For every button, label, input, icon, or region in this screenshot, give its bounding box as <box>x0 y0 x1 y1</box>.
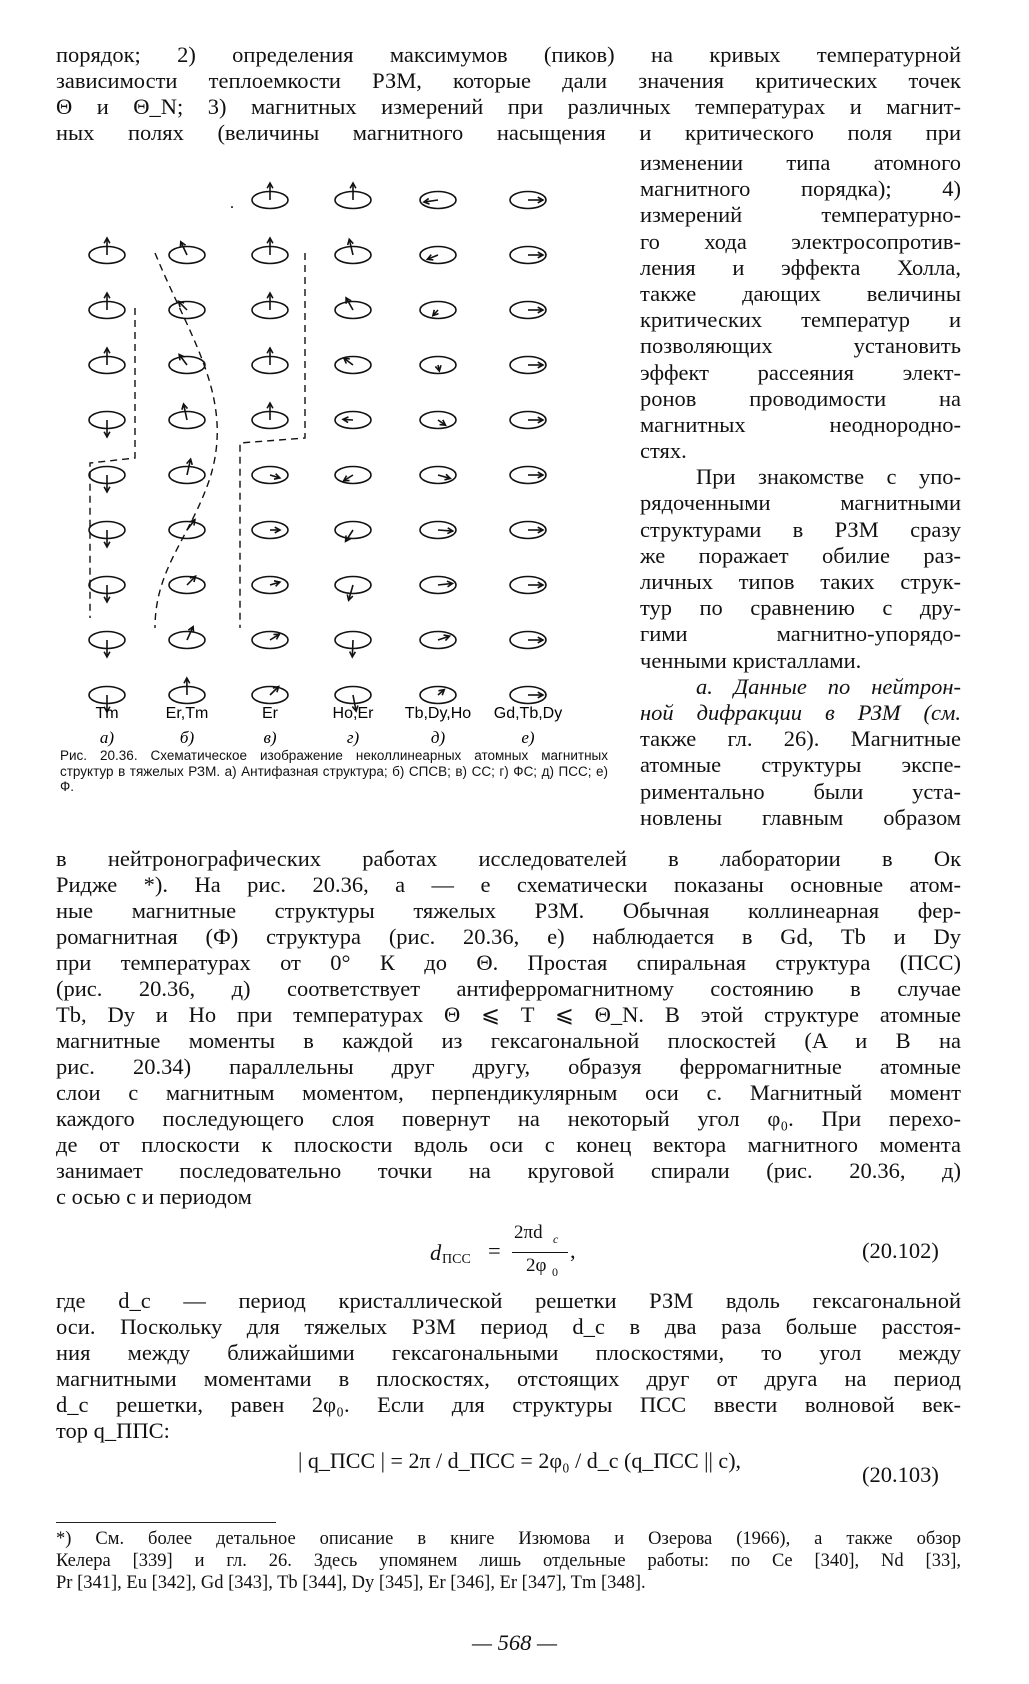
text-line: зависимости теплоемкости РЗМ, которые дали значения критических точек <box>56 68 961 93</box>
text-line: Tb, Dy и Ho при температурах Θ ⩽ T ⩽ Θ_N. В этой структуре атомные <box>56 1002 961 1027</box>
text-line: измерений температурно- <box>640 202 961 228</box>
eq-den: 2φ <box>526 1255 547 1276</box>
eq-num: 2πd <box>514 1222 543 1243</box>
footnote-line: Pr [341], Eu [342], Gd [343], Tb [344], Dy [345], Er [346], Er [347], Tm [348]. <box>56 1573 646 1593</box>
text-line: эффект рассеяния элект- <box>640 359 961 385</box>
text-line: каждого последующего слоя повернут на некоторый угол φ₀. При перехо- <box>56 1106 961 1131</box>
text-line: ной дифракции в РЗМ (см. <box>640 699 961 725</box>
text-line: ных полях (величины магнитного насыщения и критического поля при <box>56 120 961 145</box>
text-line: позволяющих установить <box>640 333 961 359</box>
column-letter: г) <box>346 728 360 747</box>
column-letter: е) <box>521 728 535 747</box>
dashed-boundary <box>240 253 305 628</box>
text-line: Θ и Θ_N; 3) магнитных измерений при различных температурах и магнит- <box>56 94 961 119</box>
column-letter: в) <box>263 728 277 747</box>
text-line: ления и эффекта Холла, <box>640 254 961 280</box>
equation-20-102 <box>430 1222 630 1282</box>
text-line: структурами в РЗМ сразу <box>640 516 961 542</box>
text-line: также гл. 26). Магнитные <box>640 726 961 752</box>
text-line: слои с магнитным моментом, перпендикулярным оси c. Магнитный момент <box>56 1080 961 1105</box>
text-line: d_c решетки, равен 2φ₀. Если для структуры ПСС ввести волновой век- <box>56 1392 961 1417</box>
column-label: Gd,Tb,Dy <box>493 705 563 722</box>
text-line: рис. 20.34) параллельны друг другу, образуя ферромагнитные атомные <box>56 1054 961 1079</box>
column-label: Tb,Dy,Ho <box>404 705 472 722</box>
equation-20-103: | q_ПСС | = 2π / d_ПСС = 2φ₀ / d_c (q_ПСС || c), <box>298 1448 742 1473</box>
eq-comma: , <box>570 1238 576 1263</box>
text-line: При знакомстве с упо- <box>696 464 961 490</box>
text-line: ромагнитная (Ф) структура (рис. 20.36, е) наблюдается в Gd, Tb и Dy <box>56 924 961 949</box>
column-label: Er,Tm <box>165 705 209 722</box>
footnote-line: Келера [339] и гл. 26. Здесь упомянем лишь отдельные работы: по Ce [340], Nd [33], <box>56 1551 961 1571</box>
eq-fraction-bar <box>512 1252 568 1253</box>
text-line: гими магнитно-упорядо- <box>640 621 961 647</box>
text-line: ния между ближайшими гексагональными плоскостями, то угол между <box>56 1340 961 1365</box>
text-line: ченными кристаллами. <box>640 647 862 673</box>
text-line: оси. Поскольку для тяжелых РЗМ период d_c в два раза больше расстоя- <box>56 1314 961 1339</box>
footnote-rule <box>56 1522 276 1523</box>
equation-number: (20.103) <box>862 1462 939 1487</box>
footnote-line: *) См. более детальное описание в книге Изюмова и Озерова (1966), а также обзор <box>56 1529 961 1549</box>
dashed-boundary <box>90 308 135 618</box>
text-line: изменении типа атомного <box>640 150 961 175</box>
eq-num-sub: c <box>553 1232 559 1246</box>
eq-lhs-sub: ПСС <box>442 1252 471 1267</box>
figure-caption: Рис. 20.36. Схематическое изображение неколлинеарных атомных магнитных структур в тяжелых РЗМ. а) Антифазная структура; б) СПСВ; в) СС; г) ФС; д) ПСС; е) Ф. <box>60 748 608 794</box>
eq-equals: = <box>488 1238 501 1263</box>
text-line: риментально были уста- <box>640 778 961 804</box>
text-line: а. Данные по нейтрон- <box>696 673 961 699</box>
text-line: рядоченными магнитными <box>640 490 961 516</box>
text-line: тур по сравнению с дру- <box>640 595 961 621</box>
column-letter: а) <box>99 728 115 747</box>
text-line: стях. <box>640 438 687 464</box>
text-line: в нейтронографических работах исследователей в лаборатории в Ок <box>56 846 961 871</box>
text-line: ные магнитные структуры тяжелых РЗМ. Обычная коллинеарная фер- <box>56 898 961 923</box>
dot-mark: . <box>230 195 234 212</box>
text-line: магнитными моментами в плоскостях, отстоящих друг от друга на период <box>56 1366 961 1391</box>
text-line: где d_c — период кристаллической решетки РЗМ вдоль гексагональной <box>56 1288 961 1313</box>
page-number: — 568 — <box>471 1630 557 1655</box>
text-line: Ридже *). На рис. 20.36, а — е схематически показаны основные атом- <box>56 872 961 897</box>
moment-arrow <box>352 640 353 657</box>
text-line: ронов проводимости на <box>640 385 961 411</box>
text-line: новлены главным образом <box>640 804 961 830</box>
column-letter: д) <box>430 728 446 747</box>
text-line: порядок; 2) определения максимумов (пиков) на кривых температурной <box>56 42 961 67</box>
eq-lhs: d <box>430 1240 442 1265</box>
eq-den-sub: 0 <box>552 1265 558 1279</box>
column-letter: б) <box>179 728 195 747</box>
column-label: Tm <box>95 705 119 722</box>
text-line: тор q_ППС: <box>56 1418 170 1443</box>
column-label: Ho,Er <box>332 705 374 722</box>
equation-number: (20.102) <box>862 1238 939 1263</box>
text-line: критических температур и <box>640 307 961 333</box>
text-line: магнитного порядка); 4) <box>640 176 961 202</box>
column-label: Er <box>262 705 278 722</box>
text-line: магнитные моменты в каждой из гексагональной плоскостей (A и B на <box>56 1028 961 1053</box>
right-column-text <box>640 150 961 831</box>
text-line: также дающих величины <box>640 280 961 306</box>
text-line: (рис. 20.36, д) соответствует антиферромагнитному состоянию в случае <box>56 976 961 1001</box>
text-line: при температурах от 0° К до Θ. Простая спиральная структура (ПСС) <box>56 950 961 975</box>
text-line: атомные структуры экспе- <box>640 752 961 778</box>
text-line: го хода электросопротив- <box>640 228 961 254</box>
text-line: магнитных неоднородно- <box>640 411 961 437</box>
magnetic-structures-figure <box>60 178 630 778</box>
text-line: де от плоскости к плоскости вдоль оси c конец вектора магнитного момента <box>56 1132 961 1157</box>
text-line: личных типов таких струк- <box>640 569 961 594</box>
text-line: же поражает обилие раз- <box>640 542 961 568</box>
text-line: с осью c и периодом <box>56 1184 252 1209</box>
text-line: занимает последовательно точки на круговой спирали (рис. 20.36, д) <box>56 1158 961 1183</box>
